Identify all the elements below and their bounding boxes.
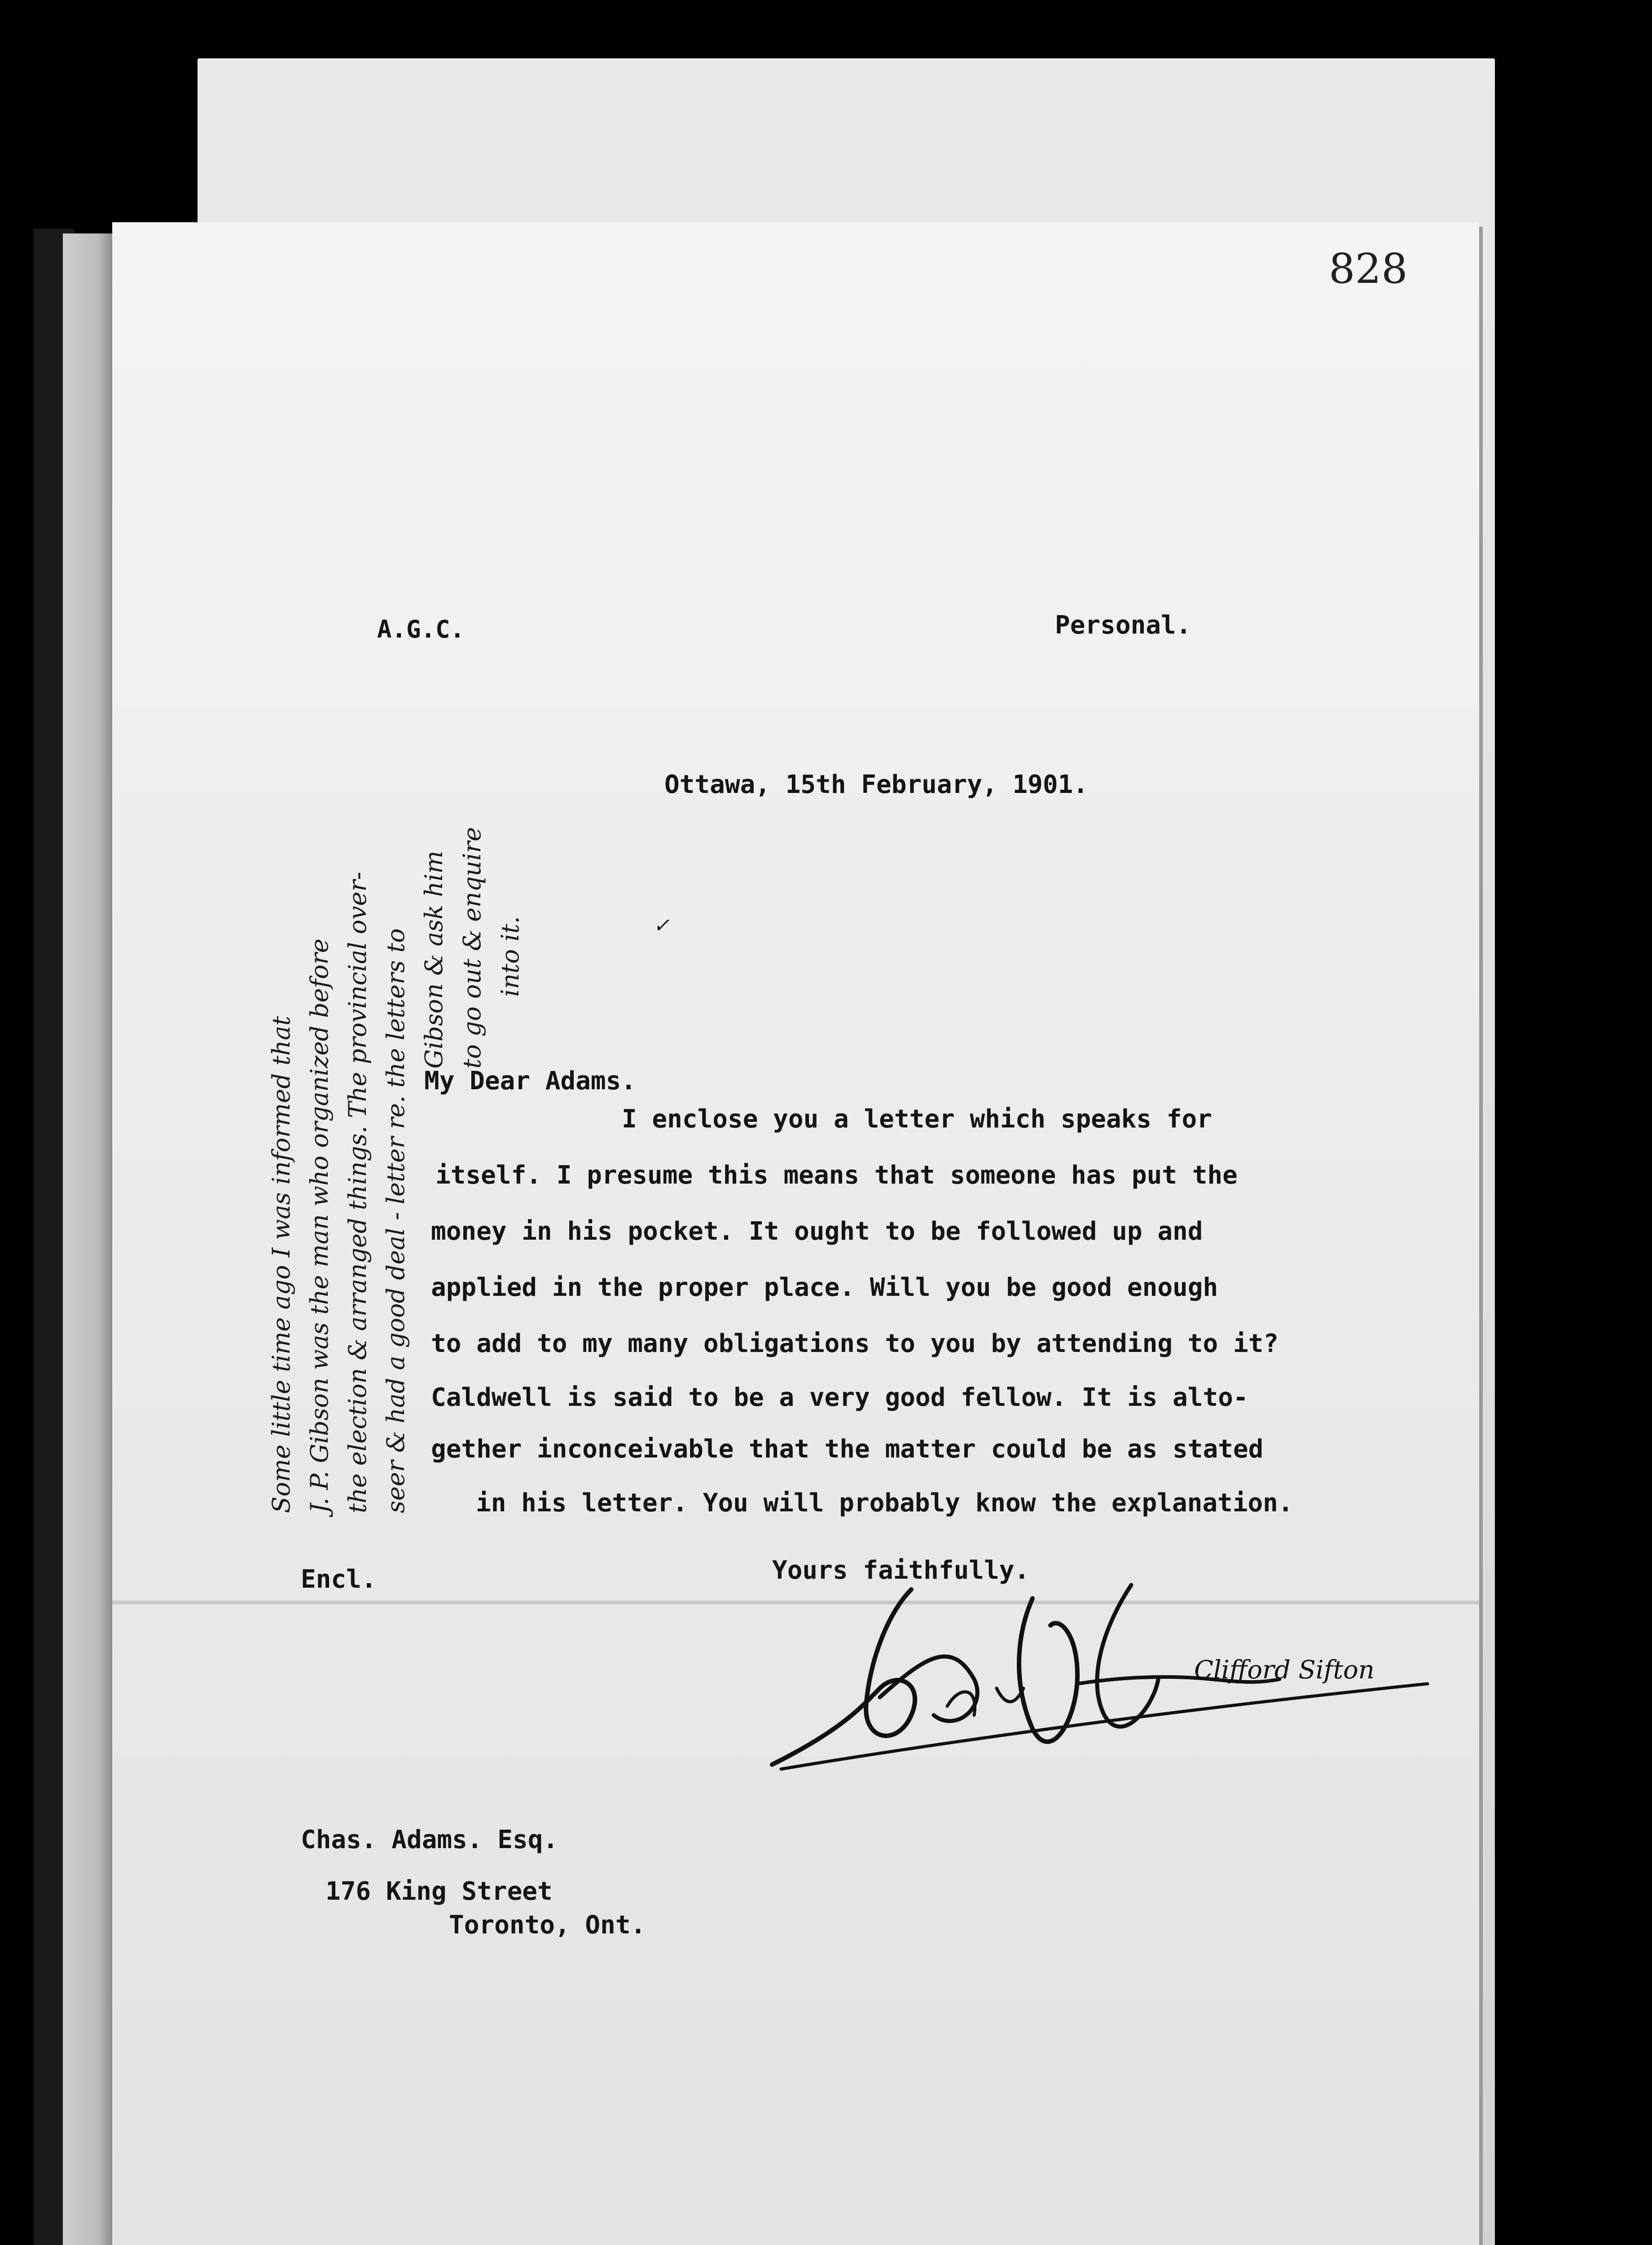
classification: Personal. bbox=[1055, 611, 1191, 640]
handwritten-note-line: Some little time ago I was informed that bbox=[267, 1016, 295, 1513]
place-date: Ottawa, 15th February, 1901. bbox=[664, 770, 1089, 799]
initials: A.G.C. bbox=[377, 615, 465, 643]
salutation: My Dear Adams. bbox=[424, 1066, 637, 1096]
body-line: to add to my many obligations to you by attending to it? bbox=[431, 1329, 1279, 1358]
recipient-street: 176 King Street bbox=[325, 1877, 553, 1906]
check-mark-icon: ✓ bbox=[653, 914, 670, 937]
recipient-name: Chas. Adams. Esq. bbox=[301, 1825, 558, 1854]
signature-text: Clifford Sifton bbox=[1194, 1655, 1375, 1685]
handwritten-note-line: the election & arranged things. The provincial over- bbox=[343, 872, 372, 1513]
signature bbox=[763, 1572, 1437, 1774]
body-line: I enclose you a letter which speaks for bbox=[622, 1105, 1212, 1134]
body-line: Caldwell is said to be a very good fellow. It is alto- bbox=[431, 1383, 1248, 1412]
handwritten-note-line: Gibson & ask him bbox=[420, 850, 448, 1069]
body-line: itself. I presume this means that someone has put the bbox=[435, 1161, 1238, 1190]
recipient-city: Toronto, Ont. bbox=[449, 1910, 646, 1940]
handwritten-note-line: seer & had a good deal - letter re. the letters to bbox=[382, 928, 410, 1513]
body-line: applied in the proper place. Will you be good enough bbox=[431, 1273, 1218, 1302]
handwritten-note-line: to go out & enquire bbox=[458, 827, 486, 1069]
handwritten-note-line: into it. bbox=[496, 916, 524, 997]
page-number: 828 bbox=[1329, 245, 1408, 293]
body-line: money in his pocket. It ought to be followed up and bbox=[431, 1217, 1203, 1246]
folded-edge bbox=[63, 233, 112, 2245]
body-line: gether inconceivable that the matter could be as stated bbox=[431, 1435, 1264, 1464]
enclosure-note: Encl. bbox=[301, 1565, 377, 1594]
handwritten-note-line: J. P. Gibson was the man who organized before bbox=[305, 938, 334, 1513]
body-line: in his letter. You will probably know the explanation. bbox=[476, 1488, 1293, 1518]
closing: Yours faithfully. bbox=[772, 1556, 1030, 1585]
